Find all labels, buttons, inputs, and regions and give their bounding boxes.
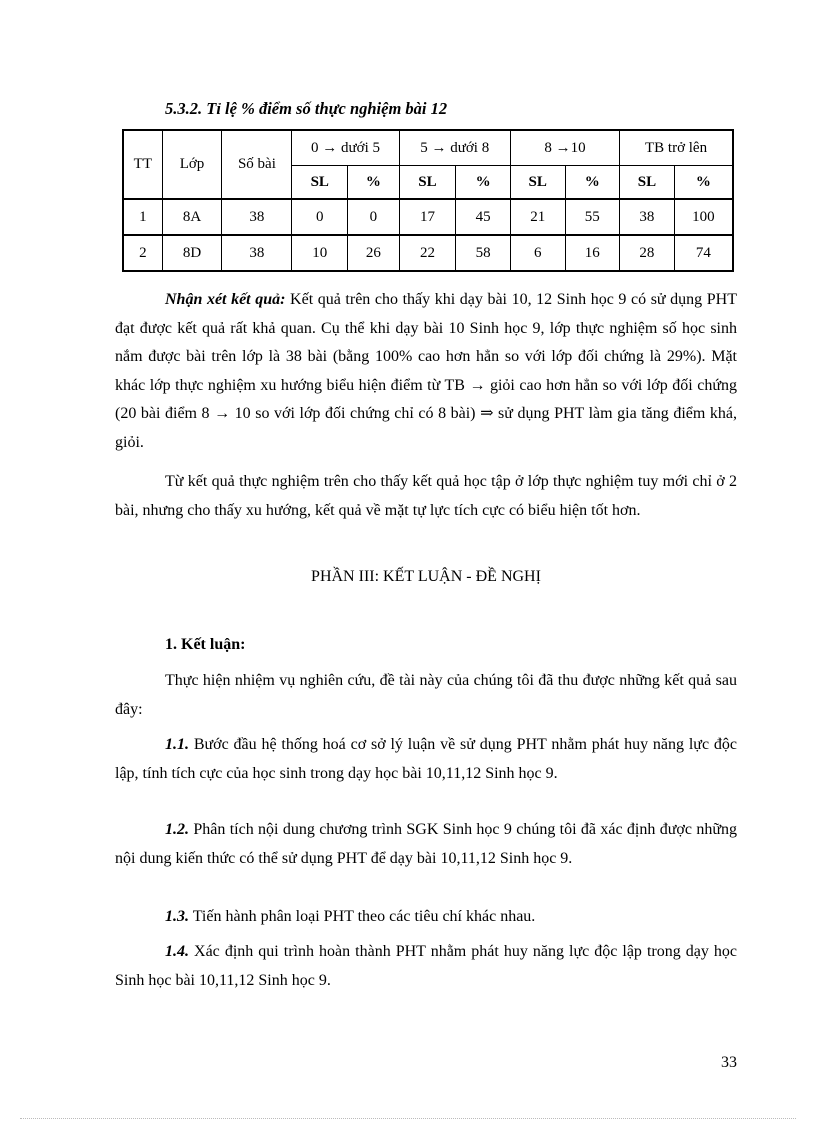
summary-paragraph: Từ kết quả thực nghiệm trên cho thấy kết quả học tập ở lớp thực nghiệm tuy mới chỉ ở 2 bài, nhưng cho thấy xu hướng, kết quả về mặt tự lực tích cực có biểu hiện tốt hơn.: [115, 473, 737, 519]
table-cell: 28: [620, 235, 675, 271]
table-cell: 100: [674, 199, 733, 235]
results-comment-text: Kết quả trên cho thấy khi dạy bài 10, 12 Sinh học 9 có sử dụng PHT đạt được kết quả rất khả quan. Cụ thể khi dạy bài 10 Sinh học 9, lớp thực nghiệm số học sinh nắm được bài trên lớp là 38 bài (bằng 100% cao hơn hẳn so với lớp đối chứng là 29%). Mặt khác lớp thực nghiệm xu hướng biểu hiện điểm từ TB → giỏi cao hơn hẳn so với lớp đối chứng (20 bài điểm 8 → 10 so với lớp đối chứng chỉ có 8 bài) ⇒ sử dụng PHT làm gia tăng điểm khá, giỏi.: [115, 291, 737, 451]
table-cell: 17: [399, 199, 456, 235]
item-text: Phân tích nội dung chương trình SGK Sinh học 9 chúng tôi đã xác định được những nội dung kiến thức có thể sử dụng PHT để dạy bài 10,11,12 Sinh học 9.: [115, 821, 737, 867]
table-row: [123, 199, 733, 235]
footer-divider: [20, 1118, 796, 1119]
conclusion-item: [115, 903, 737, 932]
subheader-sl: SL: [510, 166, 565, 200]
header-sobai: Số bài: [222, 130, 292, 199]
header-tt: TT: [123, 130, 162, 199]
table-cell: 8A: [162, 199, 222, 235]
conclusion-heading: 1. Kết luận:: [165, 636, 246, 653]
table-cell: 0: [348, 199, 400, 235]
table-header-row: [123, 130, 733, 166]
results-comment-label: Nhận xét kết quả:: [165, 291, 286, 308]
header-lop: Lớp: [162, 130, 222, 199]
header-group: 8 →10: [510, 130, 619, 166]
subheader-sl: SL: [399, 166, 456, 200]
page-number: 33: [721, 1054, 737, 1071]
item-text: Xác định qui trình hoàn thành PHT nhằm phát huy năng lực độc lập trong dạy học Sinh học bài 10,11,12 Sinh học 9.: [115, 943, 737, 989]
table-cell: 22: [399, 235, 456, 271]
conclusion-item: [115, 731, 737, 788]
table-cell: 8D: [162, 235, 222, 271]
table-cell: 1: [123, 199, 162, 235]
table-cell: 38: [620, 199, 675, 235]
table-cell: 74: [674, 235, 733, 271]
table-cell: 0: [292, 199, 348, 235]
table-cell: 10: [292, 235, 348, 271]
table-cell: 45: [456, 199, 511, 235]
item-number: 1.1.: [165, 736, 189, 753]
table-cell: 21: [510, 199, 565, 235]
item-text: Tiến hành phân loại PHT theo các tiêu chí khác nhau.: [189, 908, 536, 925]
table-cell: 16: [565, 235, 620, 271]
header-group: 0 → dưới 5: [292, 130, 399, 166]
subheader-pct: %: [565, 166, 620, 200]
results-table: [122, 129, 734, 272]
table-cell: 58: [456, 235, 511, 271]
header-group: TB trở lên: [620, 130, 733, 166]
conclusion-item: [115, 938, 737, 995]
item-number: 1.2.: [165, 821, 189, 838]
conclusion-intro-paragraph: Thực hiện nhiệm vụ nghiên cứu, đề tài này của chúng tôi đã thu được những kết quả sau đây:: [115, 672, 737, 718]
subheader-sl: SL: [292, 166, 348, 200]
results-comment-paragraph: [115, 286, 737, 457]
item-number: 1.3.: [165, 908, 189, 925]
conclusion-item: [115, 816, 737, 873]
subheader-pct: %: [348, 166, 400, 200]
table-row: [123, 235, 733, 271]
part-title: PHẦN III: KẾT LUẬN - ĐỀ NGHỊ: [311, 568, 541, 585]
item-number: 1.4.: [165, 943, 189, 960]
table-cell: 26: [348, 235, 400, 271]
header-group: 5 → dưới 8: [399, 130, 510, 166]
table-cell: 55: [565, 199, 620, 235]
subheader-sl: SL: [620, 166, 675, 200]
table-cell: 2: [123, 235, 162, 271]
table-cell: 38: [222, 199, 292, 235]
section-heading: 5.3.2. Tỉ lệ % điểm số thực nghiệm bài 12: [165, 99, 448, 118]
table-cell: 38: [222, 235, 292, 271]
table-cell: 6: [510, 235, 565, 271]
subheader-pct: %: [456, 166, 511, 200]
subheader-pct: %: [674, 166, 733, 200]
item-text: Bước đầu hệ thống hoá cơ sở lý luận về sử dụng PHT nhằm phát huy năng lực độc lập, tính tích cực của học sinh trong dạy học bài 10,11,12 Sinh học 9.: [115, 736, 737, 782]
